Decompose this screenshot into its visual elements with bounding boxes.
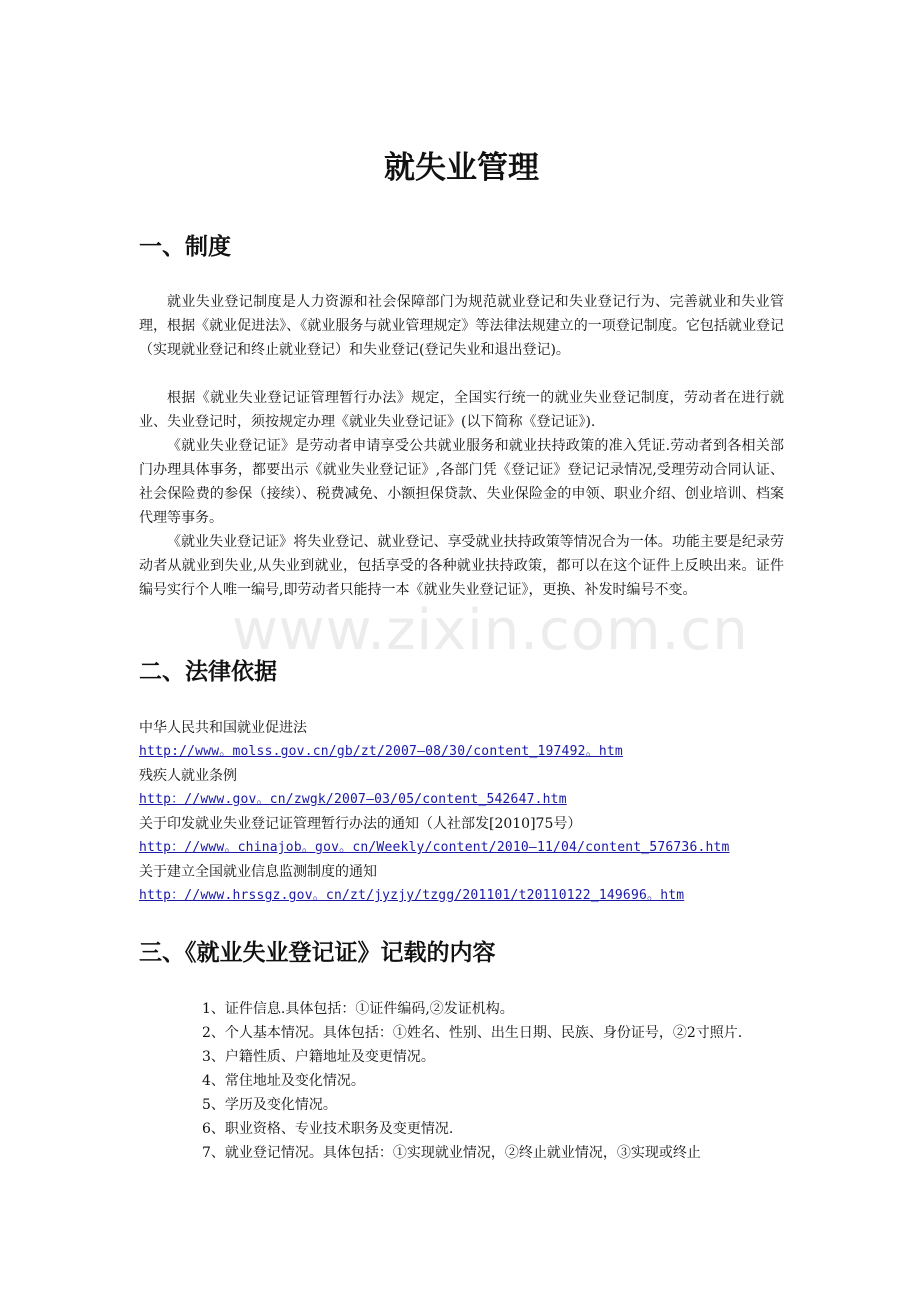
- section-heading-legal-basis: 二、法律依据: [139, 659, 277, 685]
- law-link[interactable]: http://www。molss.gov.cn/gb/zt/2007—08/30/content_197492。htm: [139, 744, 623, 759]
- paragraph-system-1: 就业失业登记制度是人力资源和社会保障部门为规范就业登记和失业登记行为、完善就业和失业管理，根据《就业促进法》、《就业服务与就业管理规定》等法律法规建立的一项登记制度。它包括就业登记（实现就业登记和终止就业登记）和失业登记(登记失业和退出登记)。: [139, 294, 784, 358]
- watermark: www.zixin.com.cn: [232, 598, 749, 663]
- law-link[interactable]: http：//www。chinajob。gov。cn/Weekly/content/2010—11/04/content_576736.htm: [139, 840, 730, 855]
- section-heading-system: 一、制度: [139, 234, 231, 260]
- paragraph-system-3: 《就业失业登记证》是劳动者申请享受公共就业服务和就业扶持政策的准入凭证.劳动者到各相关部门办理具体事务，都要出示《就业失业登记证》,各部门凭《登记证》登记记录情况,受理劳动合同认证、社会保险费的参保（接续）、税费减免、小额担保贷款、失业保险金的申领、职业介绍、创业培训、档案代理等事务。: [139, 438, 784, 526]
- list-item: 5、学历及变化情况。: [202, 1097, 337, 1113]
- law-name: 关于印发就业失业登记证管理暂行办法的通知（人社部发[2010]75号）: [139, 816, 582, 832]
- list-item: 4、常住地址及变化情况。: [202, 1073, 365, 1089]
- list-item: 7、就业登记情况。具体包括：①实现就业情况，②终止就业情况，③实现或终止: [202, 1145, 701, 1161]
- law-link[interactable]: http：//www.hrssgz.gov。cn/zt/jyzjy/tzgg/201101/t20110122_149696。htm: [139, 888, 685, 903]
- paragraph-system-4: 《就业失业登记证》将失业登记、就业登记、享受就业扶持政策等情况合为一体。功能主要是纪录劳动者从就业到失业,从失业到就业，包括享受的各种就业扶持政策，都可以在这个证件上反映出来。证件编号实行个人唯一编号,即劳动者只能持一本《就业失业登记证》，更换、补发时编号不变。: [139, 534, 784, 598]
- law-link[interactable]: http：//www.gov。cn/zwgk/2007—03/05/content_542647.htm: [139, 792, 567, 807]
- section-heading-certificate-contents: 三、《就业失业登记证》记载的内容: [139, 940, 496, 966]
- list-item: 3、户籍性质、户籍地址及变更情况。: [202, 1049, 435, 1065]
- list-item: 1、证件信息.具体包括：①证件编码,②发证机构。: [202, 1001, 514, 1017]
- law-name: 关于建立全国就业信息监测制度的通知: [139, 864, 377, 880]
- paragraph-system-2: 根据《就业失业登记证管理暂行办法》规定，全国实行统一的就业失业登记制度，劳动者在进行就业、失业登记时，须按规定办理《就业失业登记证》(以下简称《登记证》).: [139, 390, 784, 430]
- law-name: 中华人民共和国就业促进法: [139, 720, 307, 736]
- document-title: 就失业管理: [384, 150, 539, 186]
- list-item: 6、职业资格、专业技术职务及变更情况.: [202, 1121, 454, 1137]
- law-list: [139, 716, 784, 908]
- list-item: 2、个人基本情况。具体包括：①姓名、性别、出生日期、民族、身份证号，②2寸照片.: [202, 1025, 743, 1041]
- law-name: 残疾人就业条例: [139, 768, 237, 784]
- contents-list: [139, 997, 784, 1165]
